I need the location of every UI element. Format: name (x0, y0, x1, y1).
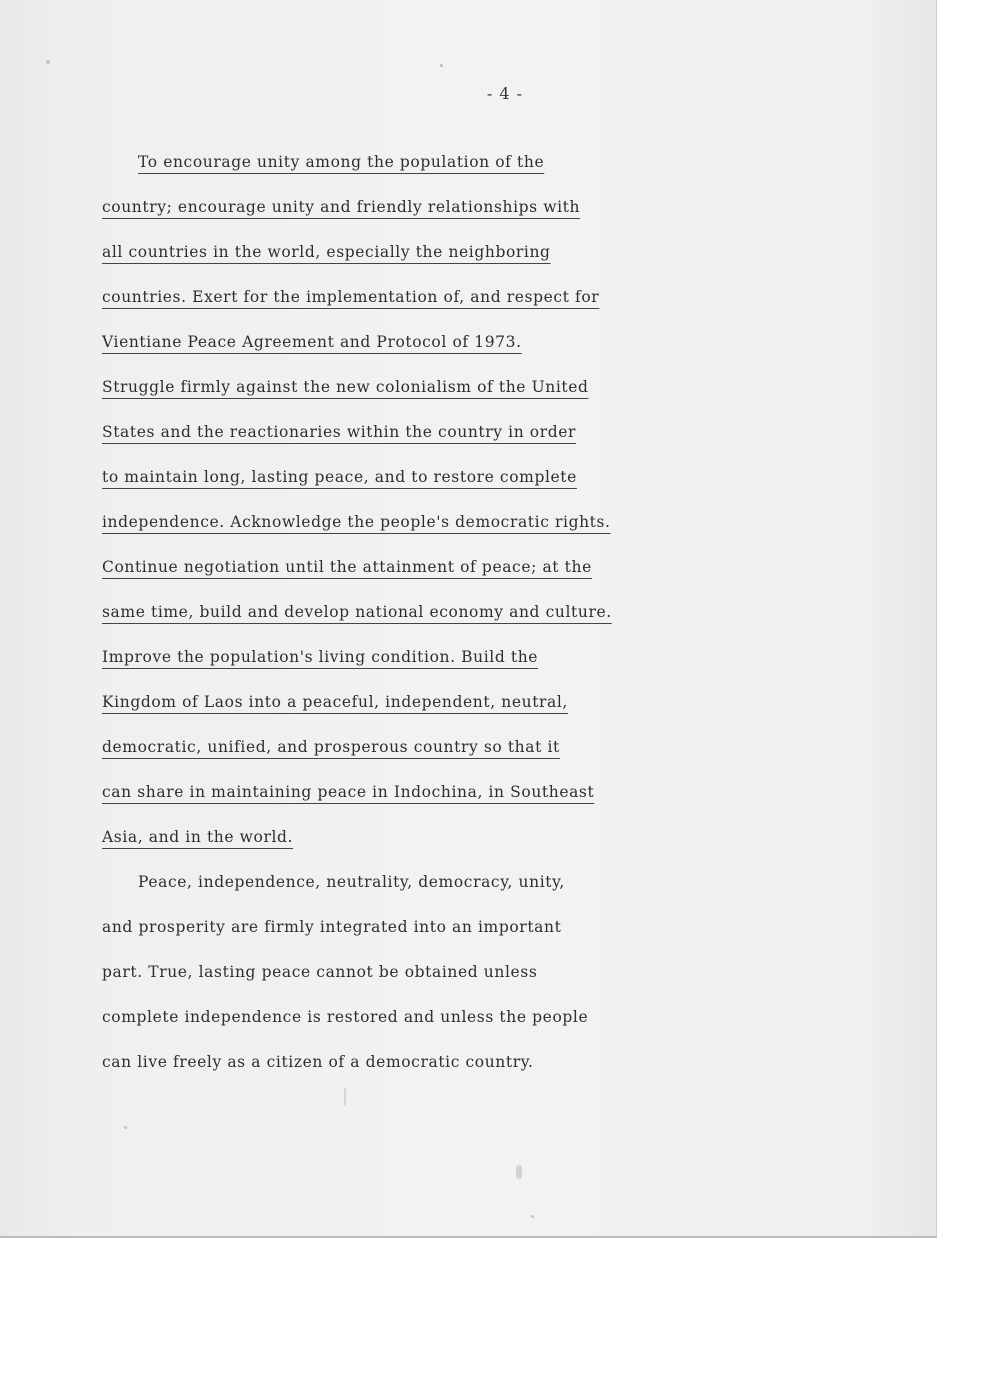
page-number: - 4 - (486, 84, 524, 103)
underlined-line: Struggle firmly against the new colonialism of the United (102, 378, 589, 396)
paper-speck (46, 60, 50, 64)
paper-speck (124, 1126, 127, 1129)
underlined-line: country; encourage unity and friendly relationships with (102, 198, 581, 216)
paragraph-line: part. True, lasting peace cannot be obtained unless (102, 963, 538, 981)
underlined-line: same time, build and develop national economy and culture. (102, 603, 612, 621)
paragraph-line: complete independence is restored and unless the people (102, 1008, 589, 1026)
underlined-line: can share in maintaining peace in Indochina, in Southeast (102, 783, 595, 801)
underlined-line: countries. Exert for the implementation of, and respect for (102, 288, 600, 306)
underlined-line: Continue negotiation until the attainment of peace; at the (102, 558, 592, 576)
paragraph-line: Peace, independence, neutrality, democracy, unity, (138, 873, 565, 891)
underlined-line: democratic, unified, and prosperous country so that it (102, 738, 560, 756)
underlined-line: to maintain long, lasting peace, and to restore complete (102, 468, 577, 486)
underlined-line: Kingdom of Laos into a peaceful, independent, neutral, (102, 693, 568, 711)
underlined-line: independence. Acknowledge the people's democratic rights. (102, 513, 611, 531)
underlined-line: all countries in the world, especially the neighboring (102, 243, 551, 261)
paragraph-line: can live freely as a citizen of a democratic country. (102, 1053, 534, 1071)
paper-speck (516, 1165, 522, 1179)
underlined-line: Asia, and in the world. (102, 828, 294, 846)
paper-speck (344, 1088, 346, 1106)
underlined-line: Vientiane Peace Agreement and Protocol of 1973. (102, 333, 522, 351)
underlined-line: To encourage unity among the population of the (138, 153, 545, 171)
paper-speck (440, 64, 443, 67)
underlined-line: Improve the population's living condition. Build the (102, 648, 539, 666)
paragraph-line: and prosperity are firmly integrated into an important (102, 918, 562, 936)
paper-speck (531, 1215, 534, 1218)
body-text (102, 148, 742, 1093)
underlined-line: States and the reactionaries within the country in order (102, 423, 577, 441)
